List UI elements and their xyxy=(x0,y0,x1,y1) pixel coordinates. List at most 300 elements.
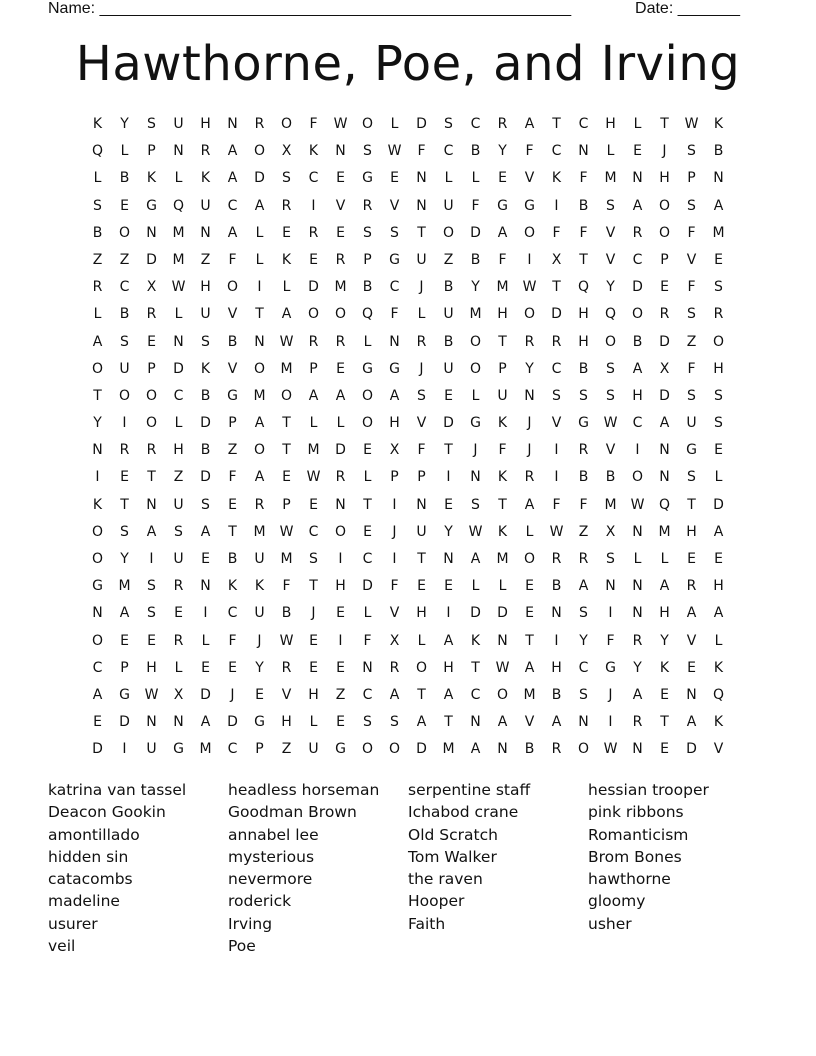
grid-letter[interactable]: R xyxy=(254,116,265,132)
grid-letter[interactable]: N xyxy=(632,170,643,187)
grid-letter[interactable]: G xyxy=(254,714,265,731)
grid-letter[interactable]: H xyxy=(659,605,670,622)
grid-letter[interactable]: U xyxy=(443,360,454,377)
grid-letter[interactable]: Y xyxy=(525,360,534,377)
grid-letter[interactable]: P xyxy=(228,415,237,432)
grid-letter[interactable]: N xyxy=(443,551,454,567)
grid-letter[interactable]: L xyxy=(471,170,480,187)
grid-letter[interactable]: G xyxy=(146,197,157,214)
grid-letter[interactable]: B xyxy=(227,333,238,350)
grid-letter[interactable]: W xyxy=(603,415,618,432)
grid-letter[interactable]: H xyxy=(335,578,346,595)
grid-letter[interactable]: A xyxy=(416,714,427,731)
grid-letter[interactable]: X xyxy=(659,360,670,377)
grid-letter[interactable]: S xyxy=(390,714,399,731)
grid-letter[interactable]: N xyxy=(335,496,346,513)
grid-letter[interactable]: O xyxy=(631,306,644,323)
grid-letter[interactable]: W xyxy=(279,632,294,649)
grid-letter[interactable]: Z xyxy=(119,251,130,268)
grid-letter[interactable]: I xyxy=(527,251,532,268)
grid-letter[interactable]: F xyxy=(417,143,426,160)
grid-letter[interactable]: A xyxy=(281,306,292,323)
grid-letter[interactable]: E xyxy=(498,170,507,187)
grid-letter[interactable]: F xyxy=(417,442,426,459)
grid-letter[interactable]: S xyxy=(714,279,723,296)
grid-letter[interactable]: S xyxy=(201,333,210,350)
grid-letter[interactable]: K xyxy=(92,116,103,132)
grid-letter[interactable]: U xyxy=(173,551,184,567)
grid-letter[interactable]: K xyxy=(659,659,670,676)
grid-letter[interactable]: G xyxy=(686,442,697,459)
grid-letter[interactable]: M xyxy=(496,279,509,296)
grid-letter[interactable]: W xyxy=(144,686,159,703)
grid-letter[interactable]: H xyxy=(659,170,670,187)
grid-letter[interactable]: I xyxy=(554,632,559,649)
grid-letter[interactable]: R xyxy=(713,306,724,323)
grid-letter[interactable]: D xyxy=(200,469,211,486)
grid-letter[interactable]: I xyxy=(203,605,208,622)
grid-letter[interactable]: R xyxy=(362,197,373,214)
grid-letter[interactable]: N xyxy=(173,333,184,350)
grid-letter[interactable]: I xyxy=(392,551,397,567)
grid-letter[interactable]: W xyxy=(306,469,321,486)
grid-letter[interactable]: K xyxy=(92,496,103,513)
grid-letter[interactable]: T xyxy=(687,496,696,513)
grid-letter[interactable]: M xyxy=(334,279,347,296)
grid-letter[interactable]: L xyxy=(417,632,426,649)
grid-letter[interactable]: A xyxy=(200,523,211,540)
grid-letter[interactable]: I xyxy=(122,415,127,432)
grid-letter[interactable]: B xyxy=(227,551,238,567)
grid-letter[interactable]: J xyxy=(527,415,532,432)
grid-letter[interactable]: H xyxy=(578,333,589,350)
grid-letter[interactable]: E xyxy=(444,496,453,513)
grid-letter[interactable]: D xyxy=(443,415,454,432)
grid-letter[interactable]: V xyxy=(605,224,616,241)
grid-letter[interactable]: T xyxy=(525,632,534,649)
grid-letter[interactable]: G xyxy=(173,741,184,758)
grid-letter[interactable]: E xyxy=(417,578,426,595)
grid-letter[interactable]: N xyxy=(470,469,481,486)
grid-letter[interactable]: N xyxy=(146,496,157,513)
grid-letter[interactable]: V xyxy=(416,415,427,432)
grid-letter[interactable]: M xyxy=(658,523,671,540)
grid-letter[interactable]: N xyxy=(200,578,211,595)
grid-letter[interactable]: O xyxy=(442,224,455,241)
grid-letter[interactable]: R xyxy=(632,632,643,649)
grid-letter[interactable]: F xyxy=(579,496,588,513)
grid-letter[interactable]: A xyxy=(470,551,481,567)
grid-letter[interactable]: Y xyxy=(471,279,480,296)
grid-letter[interactable]: T xyxy=(552,116,561,132)
grid-letter[interactable]: Q xyxy=(361,306,374,323)
grid-letter[interactable]: O xyxy=(523,306,536,323)
grid-letter[interactable]: A xyxy=(227,143,238,160)
grid-letter[interactable]: T xyxy=(579,251,588,268)
grid-letter[interactable]: Q xyxy=(577,279,590,296)
grid-letter[interactable]: Q xyxy=(91,143,104,160)
grid-letter[interactable]: T xyxy=(147,469,156,486)
grid-letter[interactable]: F xyxy=(282,578,291,595)
grid-letter[interactable]: S xyxy=(147,116,156,132)
grid-letter[interactable]: I xyxy=(608,605,613,622)
grid-letter[interactable]: B xyxy=(200,442,211,459)
grid-letter[interactable]: O xyxy=(118,224,131,241)
grid-letter[interactable]: U xyxy=(173,116,184,132)
grid-letter[interactable]: R xyxy=(173,632,184,649)
grid-letter[interactable]: D xyxy=(92,741,103,758)
grid-letter[interactable]: U xyxy=(308,741,319,758)
grid-letter[interactable]: O xyxy=(388,741,401,758)
grid-letter[interactable]: B xyxy=(443,333,454,350)
grid-letter[interactable]: J xyxy=(392,523,397,540)
grid-letter[interactable]: C xyxy=(578,116,589,132)
grid-letter[interactable]: U xyxy=(173,496,184,513)
grid-letter[interactable]: D xyxy=(470,224,481,241)
grid-letter[interactable]: H xyxy=(281,714,292,731)
grid-letter[interactable]: K xyxy=(497,523,508,540)
grid-letter[interactable]: V xyxy=(389,605,400,622)
grid-letter[interactable]: G xyxy=(470,415,481,432)
grid-letter[interactable]: E xyxy=(660,741,669,758)
grid-letter[interactable]: Z xyxy=(281,741,292,758)
grid-letter[interactable]: B xyxy=(578,197,589,214)
grid-letter[interactable]: T xyxy=(255,306,264,323)
grid-letter[interactable]: Z xyxy=(335,686,346,703)
grid-letter[interactable]: R xyxy=(200,143,211,160)
grid-letter[interactable]: P xyxy=(147,360,156,377)
grid-letter[interactable]: H xyxy=(200,116,211,132)
grid-letter[interactable]: A xyxy=(524,116,535,132)
grid-letter[interactable]: R xyxy=(308,224,319,241)
grid-letter[interactable]: N xyxy=(173,714,184,731)
grid-letter[interactable]: B xyxy=(362,279,373,296)
grid-letter[interactable]: E xyxy=(336,224,345,241)
grid-letter[interactable]: I xyxy=(608,714,613,731)
grid-letter[interactable]: O xyxy=(361,415,374,432)
grid-letter[interactable]: Y xyxy=(579,632,588,649)
grid-letter[interactable]: R xyxy=(686,578,697,595)
grid-letter[interactable]: I xyxy=(635,442,640,459)
grid-letter[interactable]: H xyxy=(686,523,697,540)
grid-letter[interactable]: D xyxy=(254,170,265,187)
grid-letter[interactable]: A xyxy=(254,415,265,432)
grid-letter[interactable]: Z xyxy=(578,523,589,540)
grid-letter[interactable]: M xyxy=(199,741,212,758)
grid-letter[interactable]: A xyxy=(443,686,454,703)
grid-letter[interactable]: H xyxy=(416,605,427,622)
grid-letter[interactable]: J xyxy=(527,442,532,459)
grid-letter[interactable]: E xyxy=(282,224,291,241)
grid-letter[interactable]: H xyxy=(605,116,616,132)
grid-letter[interactable]: T xyxy=(444,714,453,731)
grid-letter[interactable]: E xyxy=(309,496,318,513)
grid-letter[interactable]: B xyxy=(524,741,535,758)
grid-letter[interactable]: C xyxy=(551,143,562,160)
grid-letter[interactable]: T xyxy=(660,714,669,731)
grid-letter[interactable]: H xyxy=(713,578,724,595)
grid-letter[interactable]: O xyxy=(145,415,158,432)
grid-letter[interactable]: D xyxy=(659,333,670,350)
grid-letter[interactable]: W xyxy=(495,659,510,676)
grid-letter[interactable]: D xyxy=(551,306,562,323)
grid-letter[interactable]: D xyxy=(470,605,481,622)
grid-letter[interactable]: M xyxy=(307,442,320,459)
grid-letter[interactable]: E xyxy=(201,551,210,567)
grid-letter[interactable]: V xyxy=(227,360,238,377)
grid-letter[interactable]: E xyxy=(336,360,345,377)
grid-letter[interactable]: N xyxy=(362,659,373,676)
grid-letter[interactable]: B xyxy=(470,143,481,160)
grid-letter[interactable]: H xyxy=(200,279,211,296)
grid-letter[interactable]: E xyxy=(714,551,723,567)
grid-letter[interactable]: E xyxy=(120,632,129,649)
grid-letter[interactable]: J xyxy=(419,360,424,377)
grid-letter[interactable]: G xyxy=(119,686,130,703)
grid-letter[interactable]: D xyxy=(632,279,643,296)
grid-letter[interactable]: T xyxy=(444,442,453,459)
grid-letter[interactable]: K xyxy=(254,578,265,595)
date-field-label[interactable]: Date: _______ xyxy=(635,0,740,17)
grid-letter[interactable]: S xyxy=(120,523,129,540)
grid-letter[interactable]: L xyxy=(255,224,264,241)
grid-letter[interactable]: F xyxy=(579,170,588,187)
grid-letter[interactable]: W xyxy=(279,333,294,350)
grid-letter[interactable]: E xyxy=(282,469,291,486)
grid-letter[interactable]: Q xyxy=(604,306,617,323)
grid-letter[interactable]: O xyxy=(226,279,239,296)
grid-letter[interactable]: S xyxy=(282,170,291,187)
name-field-label[interactable]: Name: _____________________________________________________ xyxy=(48,0,572,17)
grid-letter[interactable]: C xyxy=(632,251,643,268)
grid-letter[interactable]: F xyxy=(606,632,615,649)
grid-letter[interactable]: O xyxy=(253,442,266,459)
grid-letter[interactable]: U xyxy=(443,306,454,323)
grid-letter[interactable]: U xyxy=(416,523,427,540)
grid-letter[interactable]: H xyxy=(173,442,184,459)
grid-letter[interactable]: U xyxy=(254,551,265,567)
grid-letter[interactable]: Y xyxy=(255,659,264,676)
grid-letter[interactable]: N xyxy=(497,741,508,758)
grid-letter[interactable]: N xyxy=(497,632,508,649)
grid-letter[interactable]: B xyxy=(119,170,130,187)
grid-letter[interactable]: R xyxy=(416,333,427,350)
grid-letter[interactable]: S xyxy=(471,496,480,513)
grid-letter[interactable]: A xyxy=(254,469,265,486)
grid-letter[interactable]: R xyxy=(146,442,157,459)
grid-letter[interactable]: E xyxy=(336,170,345,187)
grid-letter[interactable]: H xyxy=(551,659,562,676)
grid-letter[interactable]: C xyxy=(578,659,589,676)
grid-letter[interactable]: O xyxy=(604,333,617,350)
grid-letter[interactable]: A xyxy=(632,360,643,377)
grid-letter[interactable]: A xyxy=(551,714,562,731)
grid-letter[interactable]: S xyxy=(93,197,102,214)
grid-letter[interactable]: O xyxy=(253,360,266,377)
grid-letter[interactable]: N xyxy=(416,496,427,513)
grid-letter[interactable]: B xyxy=(551,686,562,703)
grid-letter[interactable]: J xyxy=(419,279,424,296)
grid-letter[interactable]: X xyxy=(389,632,400,649)
grid-letter[interactable]: K xyxy=(146,170,157,187)
grid-letter[interactable]: D xyxy=(200,686,211,703)
grid-letter[interactable]: E xyxy=(336,659,345,676)
grid-letter[interactable]: N xyxy=(524,387,535,404)
grid-letter[interactable]: V xyxy=(524,714,535,731)
grid-letter[interactable]: F xyxy=(552,224,561,241)
grid-letter[interactable]: U xyxy=(254,605,265,622)
grid-letter[interactable]: O xyxy=(118,387,131,404)
grid-letter[interactable]: A xyxy=(92,686,103,703)
grid-letter[interactable]: G xyxy=(389,251,400,268)
grid-letter[interactable]: M xyxy=(496,551,509,567)
grid-letter[interactable]: V xyxy=(281,686,292,703)
grid-letter[interactable]: R xyxy=(281,197,292,214)
grid-letter[interactable]: Z xyxy=(92,251,103,268)
grid-letter[interactable]: V xyxy=(713,741,724,758)
grid-letter[interactable]: I xyxy=(338,551,343,567)
grid-letter[interactable]: A xyxy=(497,224,508,241)
grid-letter[interactable]: F xyxy=(498,251,507,268)
grid-letter[interactable]: P xyxy=(363,251,372,268)
grid-letter[interactable]: S xyxy=(687,143,696,160)
grid-letter[interactable]: E xyxy=(687,551,696,567)
grid-letter[interactable]: O xyxy=(631,469,644,486)
grid-letter[interactable]: N xyxy=(713,170,724,187)
grid-letter[interactable]: A xyxy=(632,686,643,703)
grid-letter[interactable]: R xyxy=(119,442,130,459)
grid-letter[interactable]: Y xyxy=(606,279,615,296)
grid-letter[interactable]: E xyxy=(93,714,102,731)
grid-letter[interactable]: J xyxy=(311,605,316,622)
grid-letter[interactable]: M xyxy=(280,551,293,567)
grid-letter[interactable]: E xyxy=(660,686,669,703)
grid-letter[interactable]: L xyxy=(417,306,426,323)
grid-letter[interactable]: L xyxy=(525,523,534,540)
grid-letter[interactable]: R xyxy=(308,333,319,350)
grid-letter[interactable]: Z xyxy=(686,333,697,350)
grid-letter[interactable]: C xyxy=(551,360,562,377)
grid-letter[interactable]: Z xyxy=(443,251,454,268)
grid-letter[interactable]: X xyxy=(281,143,292,160)
grid-letter[interactable]: I xyxy=(554,469,559,486)
grid-letter[interactable]: U xyxy=(443,197,454,214)
grid-letter[interactable]: O xyxy=(523,224,536,241)
grid-letter[interactable]: V xyxy=(605,442,616,459)
grid-letter[interactable]: E xyxy=(390,170,399,187)
grid-letter[interactable]: S xyxy=(147,605,156,622)
grid-letter[interactable]: L xyxy=(336,415,345,432)
grid-letter[interactable]: W xyxy=(171,279,186,296)
grid-letter[interactable]: O xyxy=(415,659,428,676)
grid-letter[interactable]: L xyxy=(606,143,615,160)
grid-letter[interactable]: R xyxy=(551,741,562,758)
grid-letter[interactable]: H xyxy=(146,659,157,676)
grid-letter[interactable]: I xyxy=(257,279,262,296)
grid-letter[interactable]: D xyxy=(497,605,508,622)
grid-letter[interactable]: D xyxy=(713,496,724,513)
grid-letter[interactable]: S xyxy=(606,387,615,404)
grid-letter[interactable]: F xyxy=(309,116,318,132)
grid-letter[interactable]: I xyxy=(446,605,451,622)
grid-letter[interactable]: M xyxy=(118,578,131,595)
grid-letter[interactable]: C xyxy=(443,143,454,160)
grid-letter[interactable]: L xyxy=(201,632,210,649)
grid-letter[interactable]: L xyxy=(174,415,183,432)
grid-letter[interactable]: G xyxy=(524,197,535,214)
grid-letter[interactable]: I xyxy=(554,197,559,214)
grid-letter[interactable]: B xyxy=(605,469,616,486)
grid-letter[interactable]: G xyxy=(335,741,346,758)
grid-letter[interactable]: M xyxy=(442,741,455,758)
grid-letter[interactable]: Y xyxy=(93,415,102,432)
grid-letter[interactable]: F xyxy=(525,143,534,160)
grid-letter[interactable]: M xyxy=(712,224,725,241)
grid-letter[interactable]: R xyxy=(173,578,184,595)
grid-letter[interactable]: Z xyxy=(200,251,211,268)
grid-letter[interactable]: N xyxy=(335,143,346,160)
grid-letter[interactable]: C xyxy=(308,170,319,187)
grid-letter[interactable]: O xyxy=(91,360,104,377)
grid-letter[interactable]: R xyxy=(335,251,346,268)
grid-letter[interactable]: U xyxy=(200,197,211,214)
grid-letter[interactable]: Q xyxy=(658,496,671,513)
grid-letter[interactable]: E xyxy=(309,251,318,268)
grid-letter[interactable]: H xyxy=(713,360,724,377)
grid-letter[interactable]: L xyxy=(633,116,642,132)
grid-letter[interactable]: S xyxy=(606,360,615,377)
grid-letter[interactable]: R xyxy=(254,496,265,513)
grid-letter[interactable]: A xyxy=(119,605,130,622)
grid-letter[interactable]: E xyxy=(147,632,156,649)
grid-letter[interactable]: O xyxy=(496,686,509,703)
grid-letter[interactable]: U xyxy=(416,251,427,268)
grid-letter[interactable]: N xyxy=(146,224,157,241)
grid-letter[interactable]: C xyxy=(362,686,373,703)
grid-letter[interactable]: F xyxy=(363,632,372,649)
grid-letter[interactable]: B xyxy=(281,605,292,622)
grid-letter[interactable]: N xyxy=(416,170,427,187)
grid-letter[interactable]: M xyxy=(604,496,617,513)
grid-letter[interactable]: O xyxy=(361,741,374,758)
grid-letter[interactable]: U xyxy=(146,741,157,758)
grid-letter[interactable]: W xyxy=(522,279,537,296)
grid-letter[interactable]: B xyxy=(119,306,130,323)
grid-letter[interactable]: P xyxy=(255,741,264,758)
grid-letter[interactable]: A xyxy=(686,605,697,622)
grid-letter[interactable]: A xyxy=(686,714,697,731)
grid-letter[interactable]: S xyxy=(687,197,696,214)
grid-letter[interactable]: N xyxy=(578,714,589,731)
grid-letter[interactable]: S xyxy=(687,387,696,404)
grid-letter[interactable]: E xyxy=(660,279,669,296)
grid-letter[interactable]: A xyxy=(227,170,238,187)
grid-letter[interactable]: A xyxy=(659,578,670,595)
grid-letter[interactable]: Y xyxy=(498,143,507,160)
grid-letter[interactable]: D xyxy=(416,116,427,132)
grid-letter[interactable]: E xyxy=(525,578,534,595)
grid-letter[interactable]: L xyxy=(498,578,507,595)
grid-letter[interactable]: P xyxy=(390,469,399,486)
grid-letter[interactable]: E xyxy=(147,333,156,350)
grid-letter[interactable]: E xyxy=(201,659,210,676)
grid-letter[interactable]: I xyxy=(122,741,127,758)
grid-letter[interactable]: A xyxy=(389,387,400,404)
grid-letter[interactable]: N xyxy=(632,523,643,540)
grid-letter[interactable]: W xyxy=(468,523,483,540)
grid-letter[interactable]: S xyxy=(174,523,183,540)
grid-letter[interactable]: R xyxy=(146,306,157,323)
